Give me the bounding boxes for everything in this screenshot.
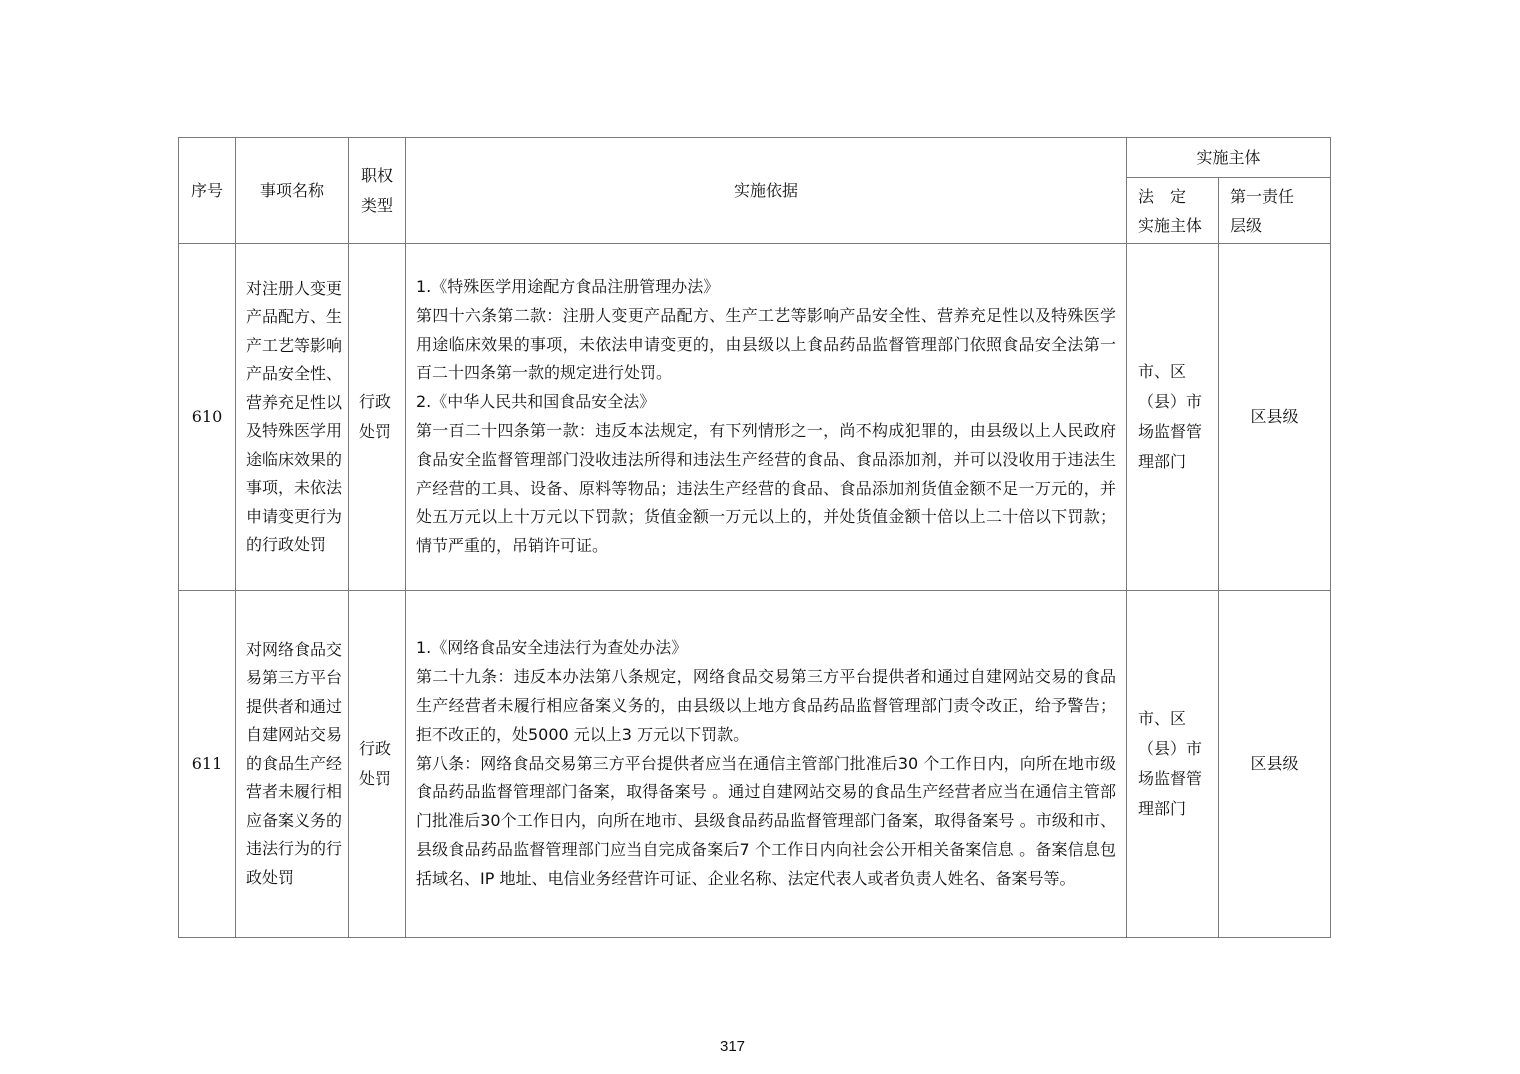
header-authority-type: 职权 类型 [349,138,406,244]
header-seq: 序号 [179,138,236,244]
basis-line: 第一百二十四条第一款：违反本法规定，有下列情形之一，尚不构成犯罪的，由县级以上人民政府食品安全监督管理部门没收违法所得和违法生产经营的食品、食品添加剂，并可以没收用于违法生产经营的工具、设备、原料等物品；违法生产经营的食品、食品添加剂货值金额不足一万元的，并处五万元以上十万元以下罚款；货值金额一万元以上的，并处货值金额十倍以上二十倍以下罚款；情节严重的，吊销许可证。 [416,421,1116,556]
table-row [179,244,1331,591]
basis-line: 1.《特殊医学用途配方食品注册管理办法》 [416,277,720,297]
row-basis [406,591,1127,938]
row-basis [406,244,1127,591]
header-first-level: 第一责任 层级 [1219,178,1331,244]
page-number: 317 [719,1038,746,1055]
row-seq: 611 [179,591,236,938]
authority-table [178,137,1331,938]
header-subject-group: 实施主体 [1127,138,1331,178]
row-item-name: 对网络食品交易第三方平台提供者和通过自建网站交易的食品生产经营者未履行相应备案义务的违法行为的行政处罚 [236,591,349,938]
header-legal-subject: 法 定 实施主体 [1127,178,1219,244]
header-item-name: 事项名称 [236,138,349,244]
row-seq: 610 [179,244,236,591]
basis-line: 第四十六条第二款：注册人变更产品配方、生产工艺等影响产品安全性、营养充足性以及特殊医学用途临床效果的事项，未依法申请变更的，由县级以上食品药品监督管理部门依照食品安全法第一百二十四条第一款的规定进行处罚。 [416,305,1116,383]
row-legal-subject: 市、区（县）市场监督管理部门 [1127,591,1219,938]
row-item-name: 对注册人变更产品配方、生产工艺等影响产品安全性、营养充足性以及特殊医学用途临床效果的事项，未依法申请变更行为的行政处罚 [236,244,349,591]
row-authority-type: 行政处罚 [349,591,406,938]
basis-line: 第八条：网络食品交易第三方平台提供者应当在通信主管部门批准后30 个工作日内，向所在地市级食品药品监督管理部门备案，取得备案号 。通过自建网站交易的食品生产经营者应当在通信主管部门批准后30个工作日内，向所在地市、县级食品药品监督管理部门备案，取得备案号 。市级和市、县级食品药品监督管理部门应当自完成备案后7 个工作日内向社会公开相关备案信息 。备案信息包括域名、IP 地址、电信业务经营许可证、企业名称、法定代表人或者负责人姓名、备案号等。 [416,753,1116,888]
basis-line: 2.《中华人民共和国食品安全法》 [416,392,656,412]
row-first-level: 区县级 [1219,244,1331,591]
basis-line: 第二十九条：违反本办法第八条规定，网络食品交易第三方平台提供者和通过自建网站交易的食品生产经营者未履行相应备案义务的，由县级以上地方食品药品监督管理部门责令改正，给予警告；拒不改正的，处5000 元以上3 万元以下罚款。 [416,667,1116,744]
basis-line: 1.《网络食品安全违法行为查处办法》 [416,638,688,658]
header-basis: 实施依据 [406,138,1127,244]
row-legal-subject: 市、区（县）市场监督管理部门 [1127,244,1219,591]
row-first-level: 区县级 [1219,591,1331,938]
table-row [179,591,1331,938]
row-authority-type: 行政处罚 [349,244,406,591]
